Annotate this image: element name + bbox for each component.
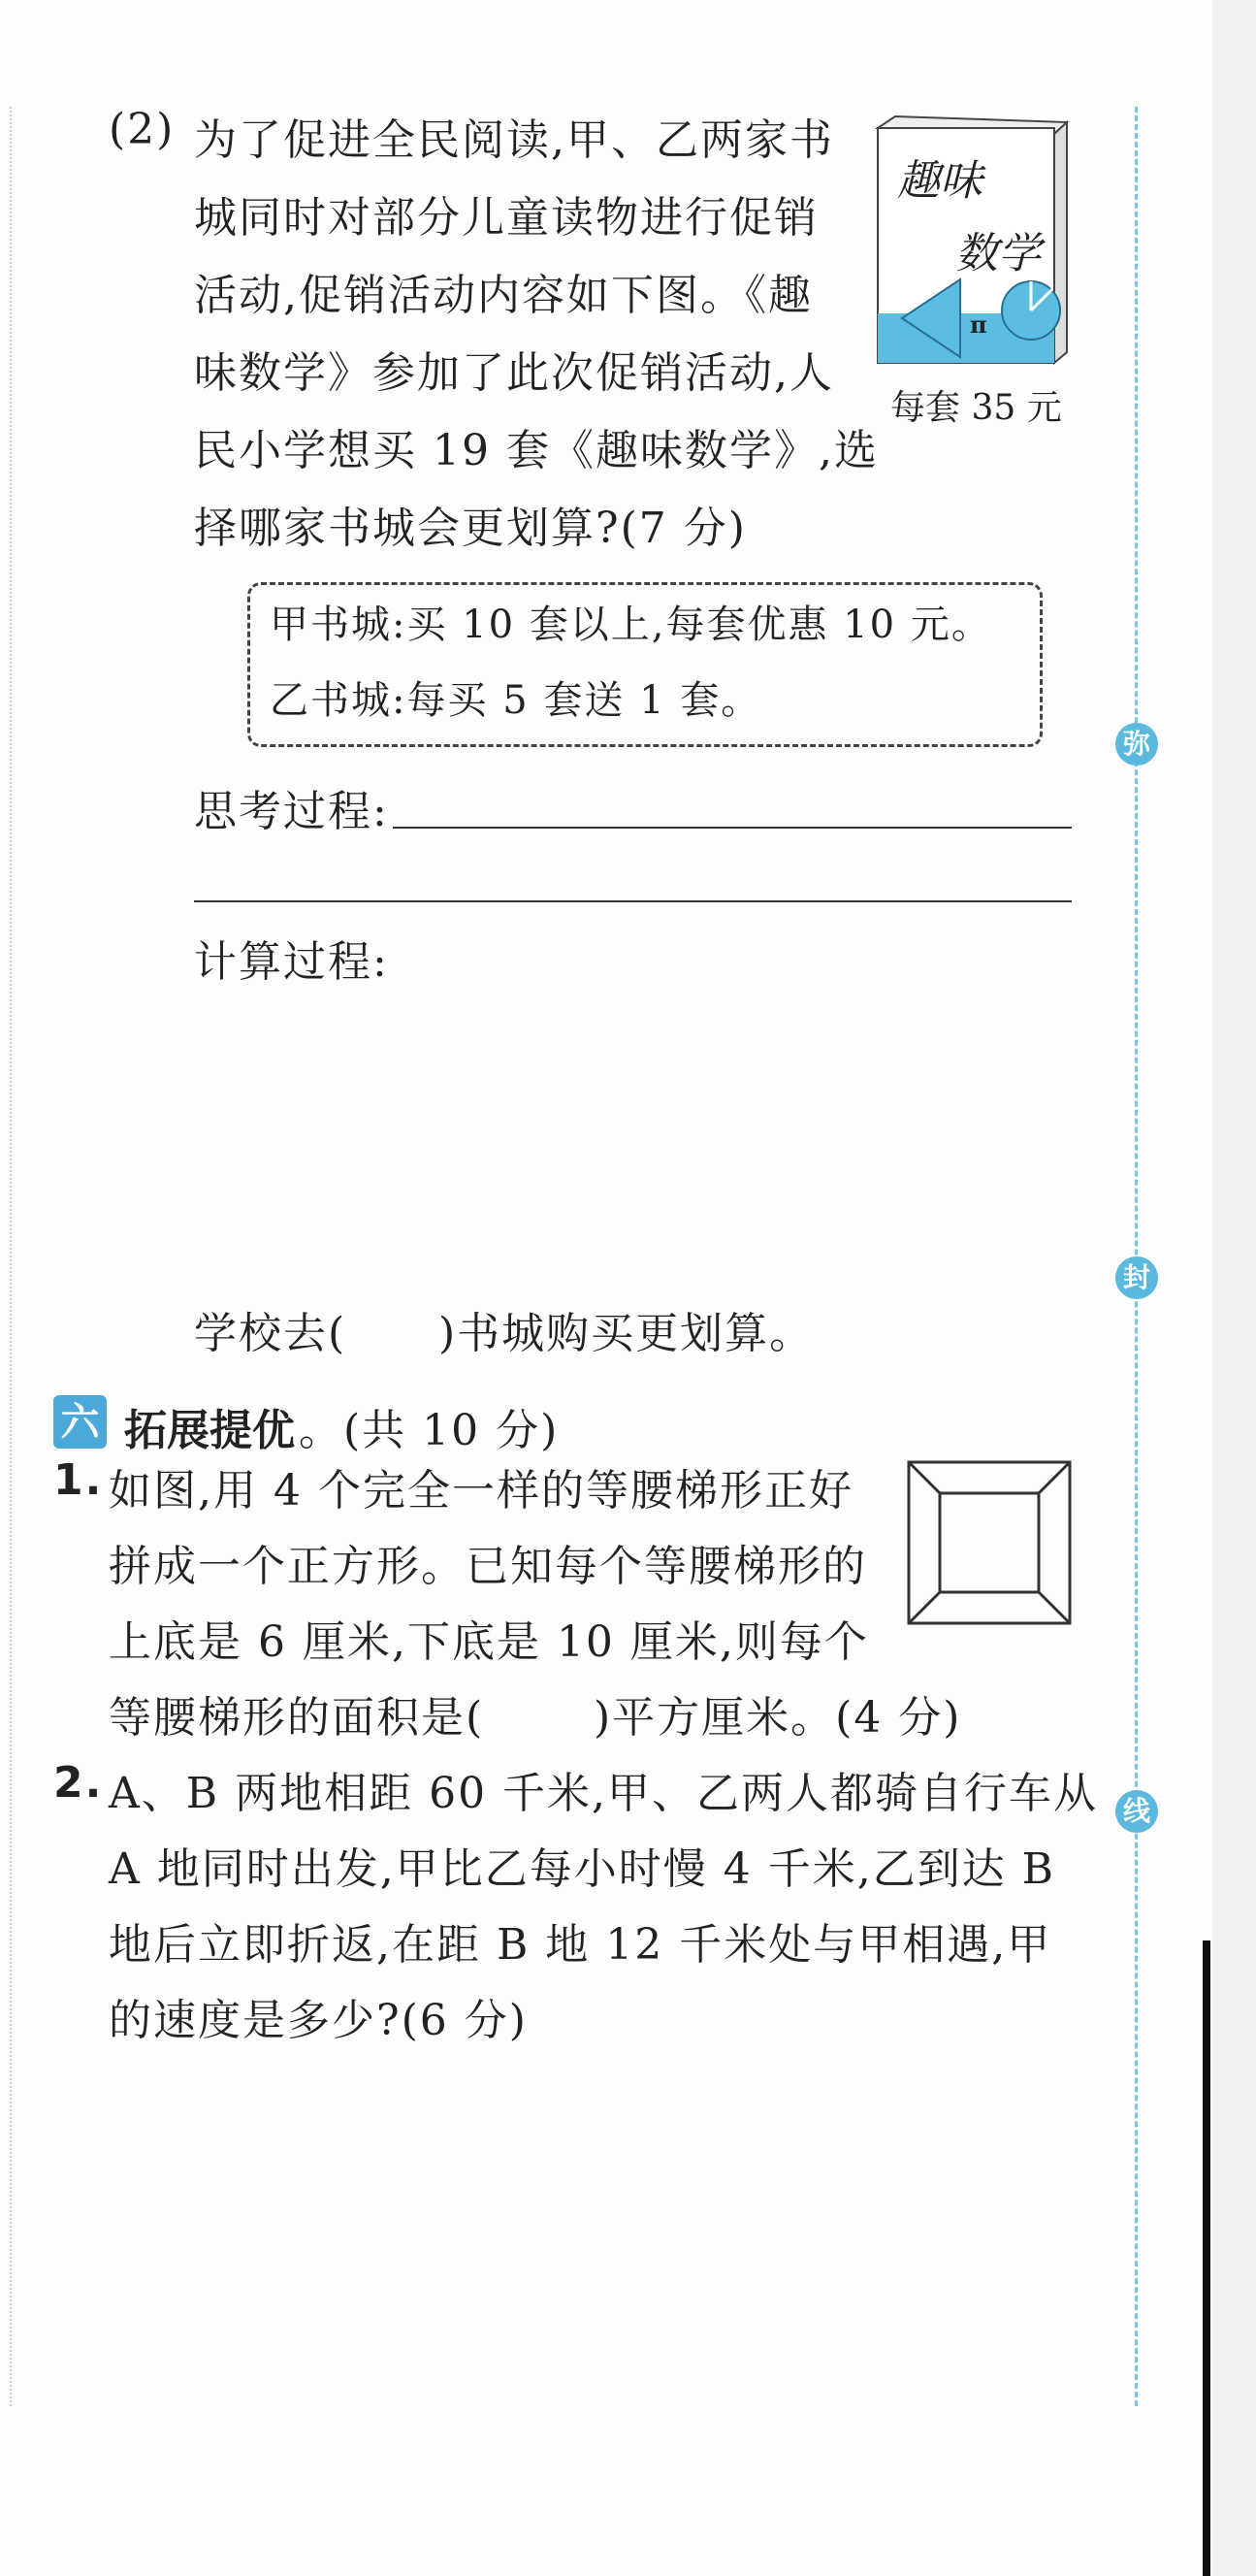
problem-1-answer-blank[interactable] [504,1682,592,1736]
question-line-2: 城同时对部分儿童读物进行促销 [194,193,819,243]
calc-label: 计算过程: [194,937,389,987]
problem-2-line-1: A、B 两地相距 60 千米,甲、乙两人都骑自行车从 [109,1769,1099,1818]
seal-mark-feng: 封 [1115,1256,1158,1299]
problem-1-line-2: 拼成一个正方形。已知每个等腰梯形的 [109,1542,867,1591]
left-margin-line [10,107,12,2406]
section-badge: 六 [53,1395,107,1449]
seal-mark-xian: 线 [1115,1790,1158,1833]
promo-jia: 甲书城:买 10 套以上,每套优惠 10 元。 [270,603,992,647]
problem-2-line-4: 的速度是多少?(6 分) [109,1996,528,2045]
problem-1-number: 1. [53,1455,104,1505]
right-edge-bar [1203,1940,1210,2576]
question-line-1: 为了促进全民阅读,甲、乙两家书 [194,115,834,165]
problem-2-line-3: 地后立即折返,在距 B 地 12 千米处与甲相遇,甲 [109,1920,1052,1970]
problem-2-line-2: A 地同时出发,甲比乙每小时慢 4 千米,乙到达 B [109,1844,1056,1894]
book-price-caption: 每套 35 元 [890,388,1062,428]
seal-mark-mi: 弥 [1115,723,1158,766]
right-edge-fade [1212,0,1256,2576]
book-title-line-2: 数学 [955,229,1041,278]
section-subtitle: 。(共 10 分) [299,1406,560,1455]
thinking-answer-line-1[interactable] [393,827,1072,829]
problem-2-answer-area[interactable] [109,2057,1069,2387]
question-line-4: 味数学》参加了此次促销活动,人 [194,348,834,398]
problem-1-line-3: 上底是 6 厘米,下底是 10 厘米,则每个 [109,1617,869,1667]
thinking-label: 思考过程: [194,787,389,836]
section-title: 拓展提优 [124,1406,295,1455]
book-pi-symbol: π [970,310,987,339]
answer-suffix: )书城购买更划算。 [438,1309,815,1358]
book-title-line-1: 趣味 [897,156,982,206]
thinking-answer-line-2[interactable] [194,900,1072,902]
problem-1-line-1: 如图,用 4 个完全一样的等腰梯形正好 [109,1466,853,1516]
question-line-3: 活动,促销活动内容如下图。《趣 [194,271,813,320]
problem-1-last-suffix: )平方厘米。(4 分) [594,1693,962,1743]
question-line-6: 择哪家书城会更划算?(7 分) [194,504,747,553]
problem-1-last-prefix: 等腰梯形的面积是( [109,1693,485,1743]
calc-answer-area[interactable] [194,990,1067,1281]
trapezoid-square-figure [907,1460,1072,1625]
answer-blank[interactable] [359,1298,436,1352]
problem-2-number: 2. [53,1758,104,1808]
promo-yi: 乙书城:每买 5 套送 1 套。 [270,678,762,723]
answer-prefix: 学校去( [194,1309,347,1358]
question-number: (2) [109,105,176,154]
question-line-5: 民小学想买 19 套《趣味数学》,选 [194,426,879,475]
